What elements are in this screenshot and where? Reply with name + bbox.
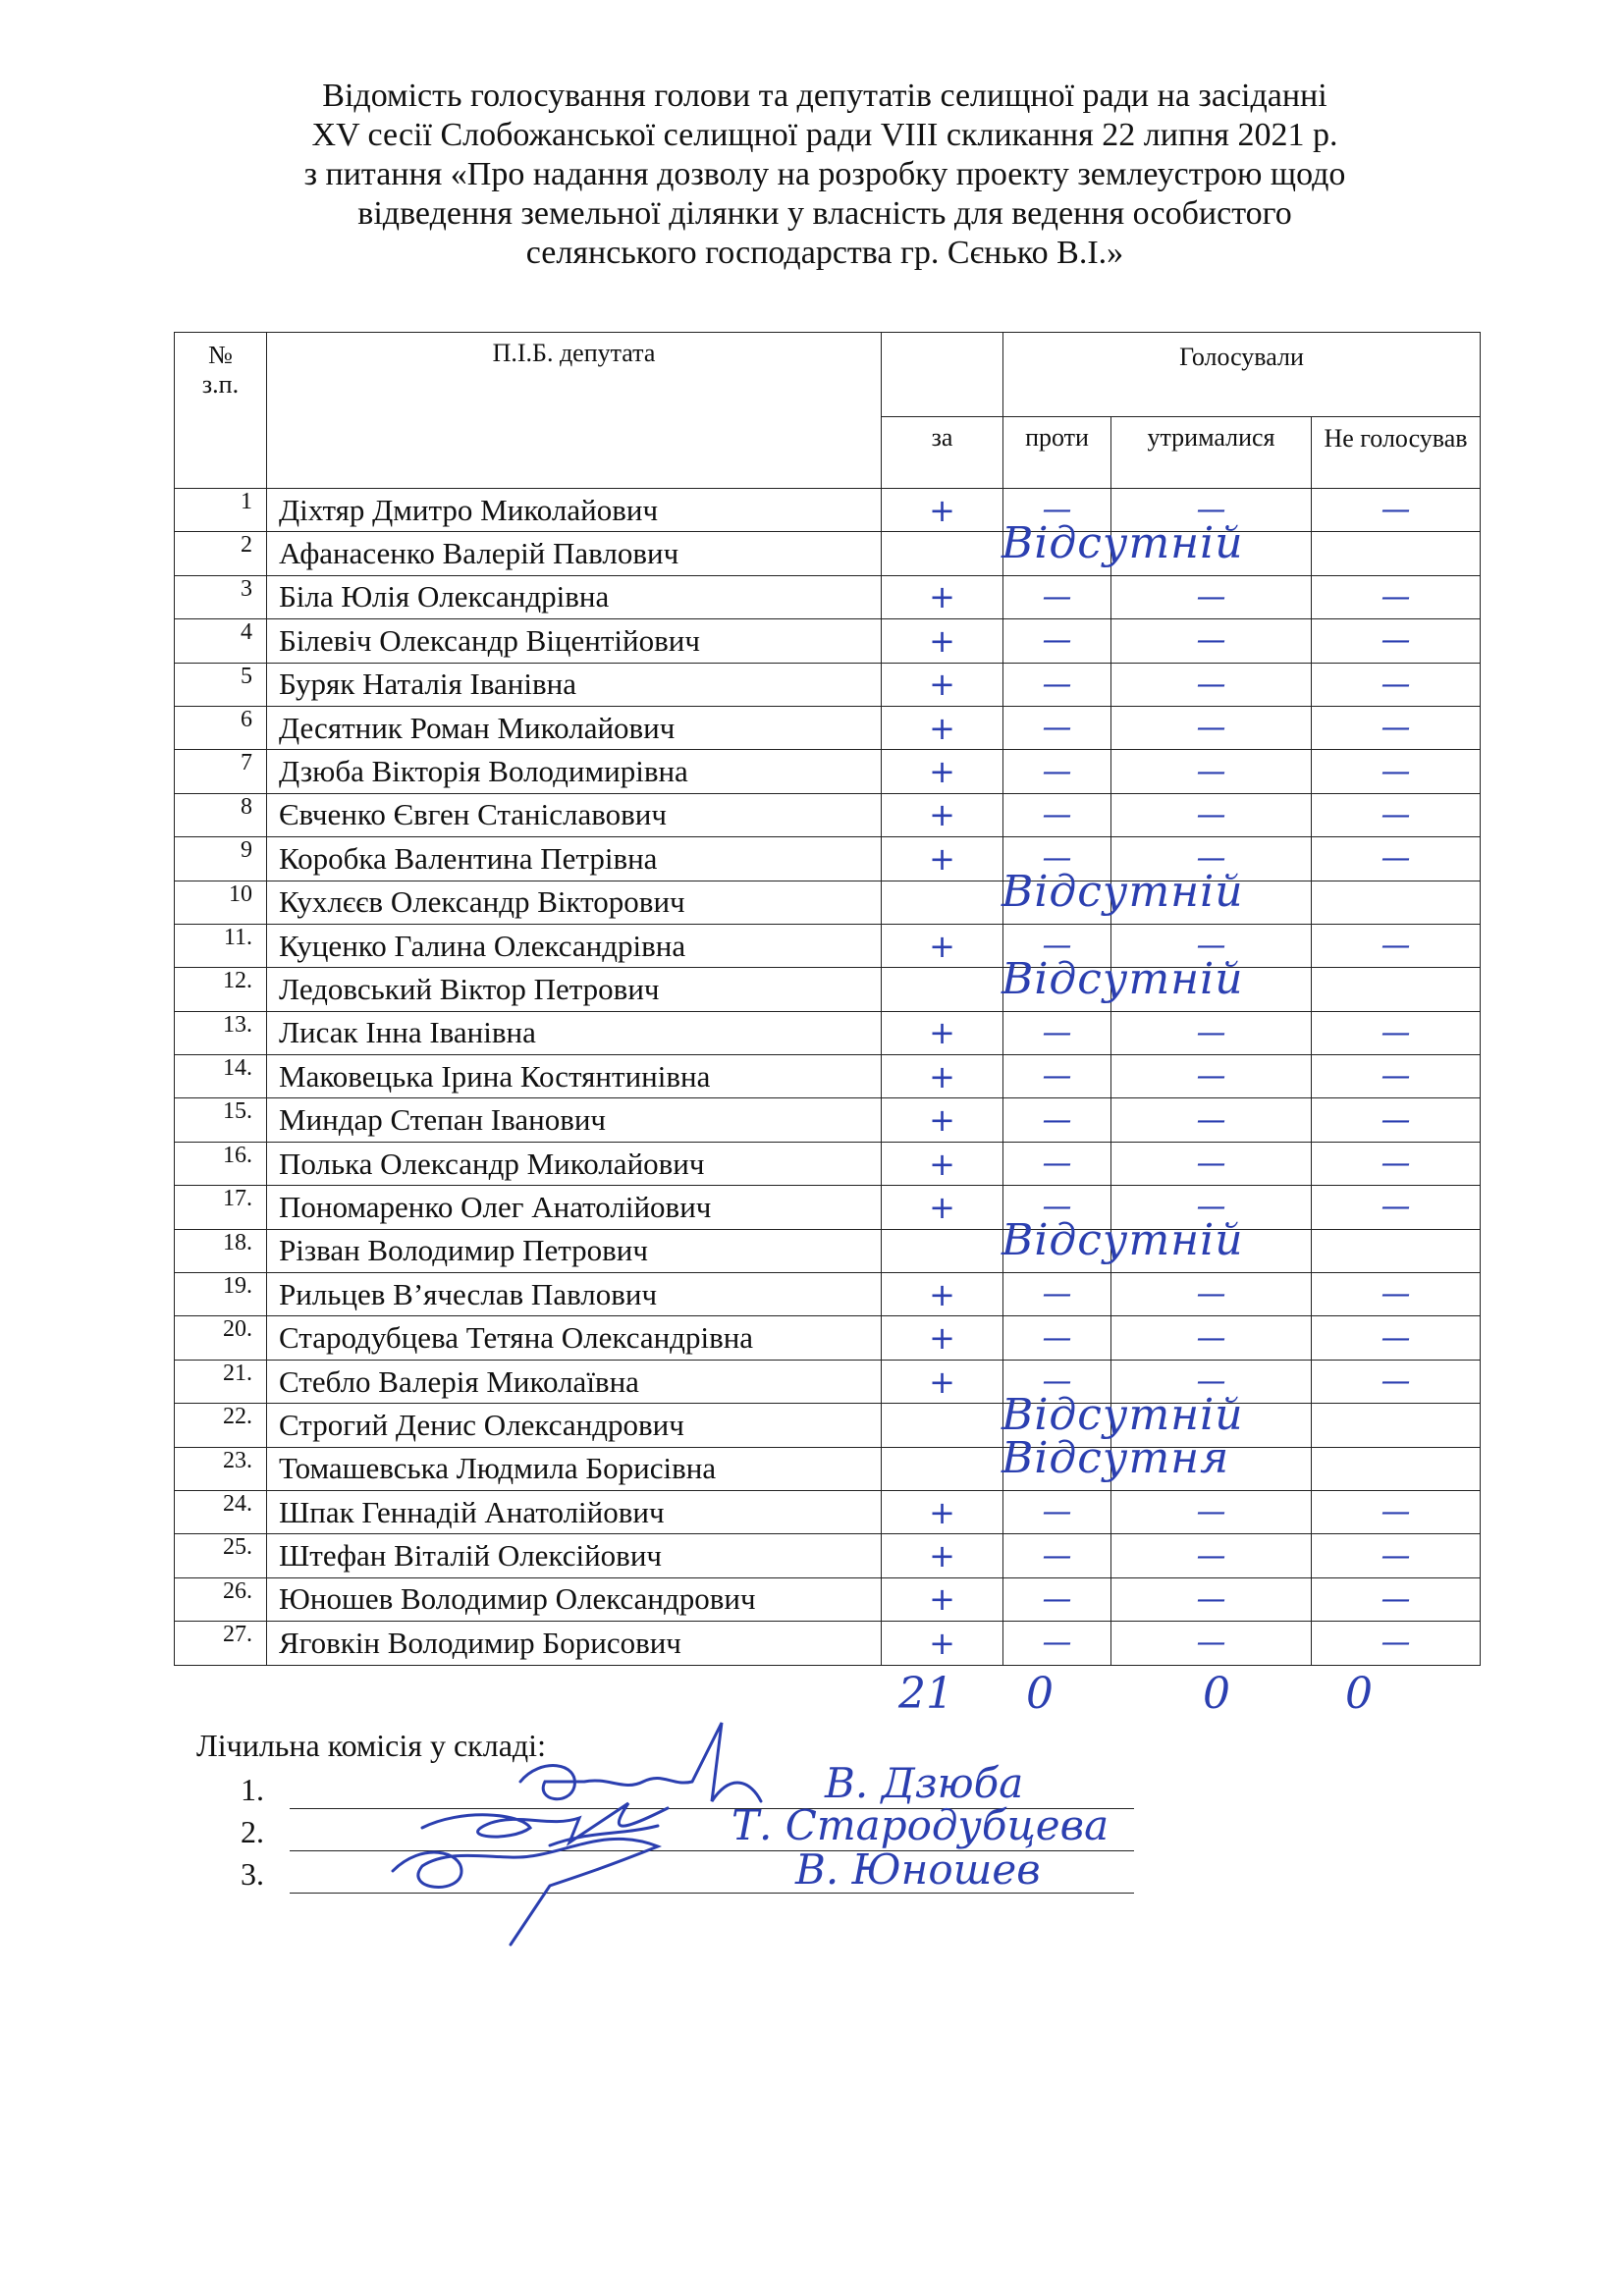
total-for: 21 [898, 1669, 953, 1719]
row-number: 22. [175, 1404, 267, 1447]
table-row [175, 1011, 1481, 1054]
vote-for-cell [882, 619, 1003, 663]
vote-against-cell [1003, 793, 1111, 836]
dash-mark: — [1380, 1102, 1411, 1138]
dash-mark: — [1042, 1015, 1072, 1050]
dash-mark: — [1380, 1581, 1411, 1617]
vote-abstained-cell [1111, 1577, 1312, 1621]
dash-mark: — [1196, 797, 1226, 832]
vote-not-voted-cell [1312, 750, 1481, 793]
vote-against-cell [1003, 575, 1111, 618]
dash-mark: — [1380, 667, 1411, 702]
plus-mark: + [929, 796, 955, 834]
dash-mark: — [1042, 1626, 1072, 1661]
plus-mark: + [929, 666, 955, 704]
dash-mark: — [1042, 841, 1072, 877]
table-row [175, 793, 1481, 836]
vote-for-cell [882, 793, 1003, 836]
vote-against-cell [1003, 619, 1111, 663]
row-number: 21. [175, 1360, 267, 1403]
vote-abstained-cell [1111, 1490, 1312, 1533]
dash-mark: — [1380, 1147, 1411, 1182]
vote-for-cell [882, 1316, 1003, 1360]
row-number: 16. [175, 1142, 267, 1185]
header-not-voted: Не голосував [1312, 416, 1481, 488]
vote-against-cell [1003, 1142, 1111, 1185]
deputy-name: Євченко Євген Станіславович [267, 793, 882, 836]
document-title [147, 77, 1502, 273]
dash-mark: — [1196, 1495, 1226, 1530]
vote-abstained-cell [1111, 1534, 1312, 1577]
vote-for-cell [882, 663, 1003, 706]
dash-mark: — [1042, 623, 1072, 659]
vote-for-cell [882, 1447, 1003, 1490]
table-row [175, 1229, 1481, 1272]
deputy-name: Стебло Валерія Миколаївна [267, 1360, 882, 1403]
vote-not-voted-cell [1312, 1360, 1481, 1403]
dash-mark: — [1380, 579, 1411, 614]
dash-mark: — [1196, 1626, 1226, 1661]
table-row [175, 663, 1481, 706]
vote-not-voted-cell [1312, 1273, 1481, 1316]
vote-for-cell [882, 881, 1003, 924]
vote-not-voted-cell [1312, 1098, 1481, 1142]
dash-mark: — [1196, 1015, 1226, 1050]
dash-mark: — [1196, 1277, 1226, 1312]
vote-not-voted-cell [1312, 1055, 1481, 1098]
dash-mark: — [1196, 711, 1226, 746]
plus-mark: + [929, 1057, 955, 1095]
total-abstained: 0 [1203, 1669, 1230, 1719]
plus-mark: + [929, 1275, 955, 1313]
member-number: 3. [241, 1856, 264, 1892]
dash-mark: — [1042, 929, 1072, 964]
vote-for-cell [882, 1534, 1003, 1577]
vote-not-voted-cell [1312, 1622, 1481, 1665]
table-row [175, 1404, 1481, 1447]
row-number: 17. [175, 1186, 267, 1229]
vote-not-voted-cell [1312, 1534, 1481, 1577]
deputy-name: Пономаренко Олег Анатолійович [267, 1186, 882, 1229]
vote-not-voted-cell [1312, 1490, 1481, 1533]
plus-mark: + [929, 1014, 955, 1052]
vote-not-voted-cell [1312, 663, 1481, 706]
dash-mark: — [1380, 841, 1411, 877]
vote-for-cell [882, 489, 1003, 532]
row-number: 5 [175, 663, 267, 706]
deputy-name: Десятник Роман Миколайович [267, 706, 882, 749]
row-number: 20. [175, 1316, 267, 1360]
vote-against-cell [1003, 1316, 1111, 1360]
vote-not-voted-cell [1312, 1316, 1481, 1360]
deputy-name: Біла Юлія Олександрівна [267, 575, 882, 618]
member-number: 1. [241, 1772, 264, 1807]
vote-not-voted-cell [1312, 837, 1481, 881]
row-number: 10 [175, 881, 267, 924]
table-row [175, 532, 1481, 575]
table-row [175, 1447, 1481, 1490]
plus-mark: + [929, 1319, 955, 1358]
vote-against-cell [1003, 1577, 1111, 1621]
row-number: 13. [175, 1011, 267, 1054]
deputy-name: Полька Олександр Миколайович [267, 1142, 882, 1185]
dash-mark: — [1380, 797, 1411, 832]
row-number: 23. [175, 1447, 267, 1490]
row-number: 2 [175, 532, 267, 575]
vote-for-cell [882, 1490, 1003, 1533]
vote-against-cell [1003, 663, 1111, 706]
deputy-name: Рильцев В’ячеслав Павлович [267, 1273, 882, 1316]
dash-mark: — [1380, 623, 1411, 659]
plus-mark: + [929, 753, 955, 791]
dash-mark: — [1042, 1538, 1072, 1574]
dash-mark: — [1196, 493, 1226, 528]
title-line: селянського господарства гр. Сєнько В.І.» [525, 235, 1124, 271]
member-number: 2. [241, 1814, 264, 1849]
total-not-voted: 0 [1345, 1669, 1373, 1719]
dash-mark: — [1380, 1538, 1411, 1574]
dash-mark: — [1196, 1364, 1226, 1399]
row-number: 15. [175, 1098, 267, 1142]
vote-for-cell [882, 1404, 1003, 1447]
row-number: 26. [175, 1577, 267, 1621]
dash-mark: — [1042, 667, 1072, 702]
header-abstained: утрималися [1111, 416, 1312, 488]
vote-against-cell [1003, 1490, 1111, 1533]
vote-against-cell [1003, 1534, 1111, 1577]
vote-abstained-cell [1111, 1011, 1312, 1054]
title-line: з питання «Про надання дозволу на розробку проекту землеустрою щодо [303, 156, 1346, 192]
dash-mark: — [1042, 754, 1072, 789]
vote-for-cell [882, 1186, 1003, 1229]
totals-row [0, 1669, 1624, 1728]
row-number: 25. [175, 1534, 267, 1577]
dash-mark: — [1196, 623, 1226, 659]
table-body [175, 489, 1481, 1666]
dash-mark: — [1042, 797, 1072, 832]
header-voted: Голосували [1003, 333, 1481, 417]
vote-for-cell [882, 1098, 1003, 1142]
dash-mark: — [1196, 1320, 1226, 1356]
vote-against-cell [1003, 750, 1111, 793]
table-row [175, 619, 1481, 663]
dash-mark: — [1042, 1190, 1072, 1225]
dash-mark: — [1042, 493, 1072, 528]
vote-for-cell [882, 924, 1003, 967]
row-number: 4 [175, 619, 267, 663]
deputy-name: Строгий Денис Олександрович [267, 1404, 882, 1447]
deputy-name: Білевіч Олександр Віцентійович [267, 619, 882, 663]
deputy-name: Маковецька Ірина Костянтинівна [267, 1055, 882, 1098]
dash-mark: — [1380, 754, 1411, 789]
vote-not-voted-cell [1312, 532, 1481, 575]
vote-for-cell [882, 532, 1003, 575]
vote-for-cell [882, 1142, 1003, 1185]
table-row [175, 924, 1481, 967]
row-number: 18. [175, 1229, 267, 1272]
absent-note: Відсутній [1001, 953, 1244, 1004]
plus-mark: + [929, 1580, 955, 1619]
table-row [175, 1055, 1481, 1098]
dash-mark: — [1380, 1059, 1411, 1095]
deputy-name: Діхтяр Дмитро Миколайович [267, 489, 882, 532]
vote-abstained-cell [1111, 619, 1312, 663]
header-name: П.І.Б. депутата [267, 333, 882, 489]
dash-mark: — [1380, 1626, 1411, 1661]
vote-against-cell [1003, 1098, 1111, 1142]
plus-mark: + [929, 1145, 955, 1183]
vote-not-voted-cell [1312, 706, 1481, 749]
dash-mark: — [1196, 841, 1226, 877]
plus-mark: + [929, 491, 955, 529]
deputy-name: Буряк Наталія Іванівна [267, 663, 882, 706]
plus-mark: + [929, 621, 955, 660]
vote-not-voted-cell [1312, 1186, 1481, 1229]
dash-mark: — [1042, 1102, 1072, 1138]
vote-against-cell [1003, 1273, 1111, 1316]
vote-for-cell [882, 968, 1003, 1011]
deputy-name: Штефан Віталій Олексійович [267, 1534, 882, 1577]
title-line: Відомість голосування голови та депутатів селищної ради на засіданні [322, 78, 1327, 114]
vote-for-cell [882, 750, 1003, 793]
table-row [175, 1186, 1481, 1229]
vote-not-voted-cell [1312, 489, 1481, 532]
dash-mark: — [1042, 1059, 1072, 1095]
dash-mark: — [1042, 1581, 1072, 1617]
vote-not-voted-cell [1312, 575, 1481, 618]
member-signature: В. Дзюба [825, 1759, 1024, 1807]
deputy-name: Шпак Геннадій Анатолійович [267, 1490, 882, 1533]
plus-mark: + [929, 927, 955, 965]
absent-note: Відсутня [1001, 1433, 1230, 1484]
vote-for-cell [882, 706, 1003, 749]
row-number: 7 [175, 750, 267, 793]
title-line: відведення земельної ділянки у власність для ведення особистого [357, 195, 1292, 232]
table-row [175, 706, 1481, 749]
vote-abstained-cell [1111, 1316, 1312, 1360]
vote-not-voted-cell [1312, 1404, 1481, 1447]
vote-not-voted-cell [1312, 619, 1481, 663]
vote-for-cell [882, 1360, 1003, 1403]
plus-mark: + [929, 1624, 955, 1662]
vote-abstained-cell [1111, 1055, 1312, 1098]
deputy-name: Томашевська Людмила Борисівна [267, 1447, 882, 1490]
vote-against-cell [1003, 1622, 1111, 1665]
dash-mark: — [1380, 1320, 1411, 1356]
deputy-name: Миндар Степан Іванович [267, 1098, 882, 1142]
table-row [175, 881, 1481, 924]
header-for: за [882, 416, 1003, 488]
vote-not-voted-cell [1312, 1229, 1481, 1272]
deputy-name: Дзюба Вікторія Володимирівна [267, 750, 882, 793]
dash-mark: — [1380, 711, 1411, 746]
vote-for-cell [882, 1011, 1003, 1054]
dash-mark: — [1196, 929, 1226, 964]
vote-abstained-cell [1111, 663, 1312, 706]
dash-mark: — [1196, 1190, 1226, 1225]
vote-not-voted-cell [1312, 968, 1481, 1011]
deputy-name: Коробка Валентина Петрівна [267, 837, 882, 881]
dash-mark: — [1042, 1320, 1072, 1356]
dash-mark: — [1042, 579, 1072, 614]
vote-for-cell [882, 1055, 1003, 1098]
title-line: XV сесії Слобожанської селищної ради VIII скликання 22 липня 2021 р. [311, 117, 1338, 153]
voting-table [174, 332, 1481, 1666]
absent-note: Відсутній [1001, 867, 1244, 918]
vote-abstained-cell [1111, 1142, 1312, 1185]
dash-mark: — [1380, 929, 1411, 964]
deputy-name: Афанасенко Валерій Павлович [267, 532, 882, 575]
dash-mark: — [1380, 1277, 1411, 1312]
table-row [175, 1490, 1481, 1533]
plus-mark: + [929, 1537, 955, 1575]
plus-mark: + [929, 839, 955, 878]
dash-mark: — [1380, 1015, 1411, 1050]
vote-abstained-cell [1111, 1273, 1312, 1316]
vote-not-voted-cell [1312, 1577, 1481, 1621]
vote-abstained-cell [1111, 1098, 1312, 1142]
dash-mark: — [1042, 1147, 1072, 1182]
plus-mark: + [929, 1362, 955, 1401]
plus-mark: + [929, 709, 955, 747]
table-row [175, 1360, 1481, 1403]
vote-for-cell [882, 1273, 1003, 1316]
dash-mark: — [1196, 1102, 1226, 1138]
table-row [175, 1622, 1481, 1665]
row-number: 6 [175, 706, 267, 749]
row-number: 27. [175, 1622, 267, 1665]
dash-mark: — [1196, 667, 1226, 702]
vote-for-cell [882, 837, 1003, 881]
deputy-name: Лисак Інна Іванівна [267, 1011, 882, 1054]
dash-mark: — [1196, 1059, 1226, 1095]
absent-note: Відсутній [1001, 1215, 1244, 1266]
row-number: 8 [175, 793, 267, 836]
table-row [175, 1534, 1481, 1577]
deputy-name: Різван Володимир Петрович [267, 1229, 882, 1272]
vote-not-voted-cell [1312, 1142, 1481, 1185]
vote-against-cell [1003, 1011, 1111, 1054]
row-number: 19. [175, 1273, 267, 1316]
row-number: 14. [175, 1055, 267, 1098]
deputy-name: Стародубцева Тетяна Олександрівна [267, 1316, 882, 1360]
deputy-name: Яговкін Володимир Борисович [267, 1622, 882, 1665]
dash-mark: — [1042, 1364, 1072, 1399]
table-row [175, 1142, 1481, 1185]
member-signature: Т. Стародубцева [731, 1801, 1110, 1849]
row-number: 12. [175, 968, 267, 1011]
vote-abstained-cell [1111, 1622, 1312, 1665]
member-signature: В. Юношев [795, 1845, 1041, 1894]
table-row [175, 750, 1481, 793]
deputy-name: Юношев Володимир Олександрович [267, 1577, 882, 1621]
total-against: 0 [1026, 1669, 1054, 1719]
table-row [175, 1098, 1481, 1142]
plus-mark: + [929, 578, 955, 616]
vote-not-voted-cell [1312, 1447, 1481, 1490]
table-row [175, 489, 1481, 532]
dash-mark: — [1380, 1364, 1411, 1399]
vote-abstained-cell [1111, 793, 1312, 836]
table-row [175, 1273, 1481, 1316]
vote-abstained-cell [1111, 575, 1312, 618]
vote-not-voted-cell [1312, 793, 1481, 836]
deputy-name: Куценко Галина Олександрівна [267, 924, 882, 967]
dash-mark: — [1196, 754, 1226, 789]
vote-for-cell [882, 1622, 1003, 1665]
header-against: проти [1003, 416, 1111, 488]
vote-against-cell [1003, 706, 1111, 749]
vote-for-cell [882, 575, 1003, 618]
dash-mark: — [1380, 1190, 1411, 1225]
table-row [175, 837, 1481, 881]
vote-for-cell [882, 1229, 1003, 1272]
vote-abstained-cell [1111, 750, 1312, 793]
header-num: № з.п. [175, 333, 267, 489]
vote-not-voted-cell [1312, 1011, 1481, 1054]
absent-note: Відсутній [1001, 517, 1244, 568]
table-row [175, 575, 1481, 618]
row-number: 24. [175, 1490, 267, 1533]
vote-not-voted-cell [1312, 881, 1481, 924]
dash-mark: — [1196, 579, 1226, 614]
table-row [175, 1316, 1481, 1360]
plus-mark: + [929, 1101, 955, 1140]
deputy-name: Ледовський Віктор Петрович [267, 968, 882, 1011]
vote-not-voted-cell [1312, 924, 1481, 967]
table-row [175, 1577, 1481, 1621]
dash-mark: — [1380, 493, 1411, 528]
plus-mark: + [929, 1493, 955, 1531]
table-row [175, 968, 1481, 1011]
vote-for-cell [882, 1577, 1003, 1621]
plus-mark: + [929, 1188, 955, 1226]
row-number: 11. [175, 924, 267, 967]
header-blank [882, 333, 1003, 417]
dash-mark: — [1042, 711, 1072, 746]
vote-abstained-cell [1111, 706, 1312, 749]
commission-label: Лічильна комісія у складі: [196, 1728, 546, 1763]
dash-mark: — [1196, 1538, 1226, 1574]
row-number: 1 [175, 489, 267, 532]
dash-mark: — [1196, 1581, 1226, 1617]
row-number: 9 [175, 837, 267, 881]
vote-against-cell [1003, 1055, 1111, 1098]
row-number: 3 [175, 575, 267, 618]
dash-mark: — [1042, 1277, 1072, 1312]
dash-mark: — [1196, 1147, 1226, 1182]
deputy-name: Кухлєєв Олександр Вікторович [267, 881, 882, 924]
dash-mark: — [1042, 1495, 1072, 1530]
dash-mark: — [1380, 1495, 1411, 1530]
absent-note: Відсутній [1001, 1389, 1244, 1440]
